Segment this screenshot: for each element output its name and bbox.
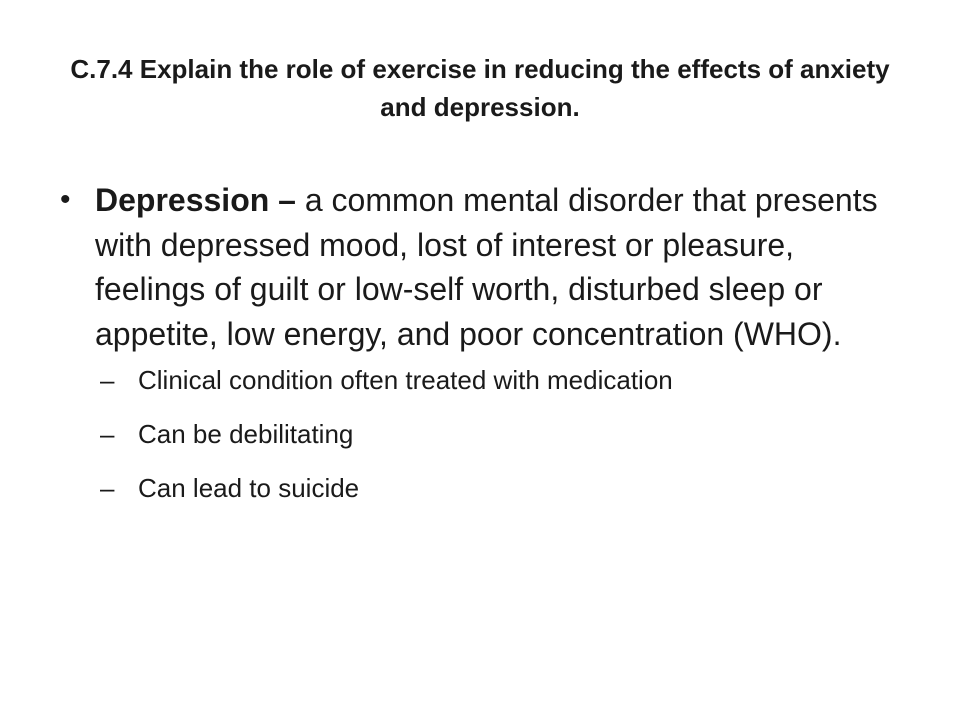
subitem-text: Can lead to suicide	[138, 473, 360, 504]
slide-title: C.7.4 Explain the role of exercise in reducing the effects of anxiety and depression.	[70, 54, 890, 122]
subitem-list	[60, 365, 900, 503]
subitem	[60, 419, 900, 449]
bullet-term: Depression –	[95, 182, 296, 218]
bullet-marker: •	[60, 183, 71, 216]
subitem-marker: –	[100, 419, 115, 450]
subitem	[60, 365, 900, 395]
subitem-marker: –	[100, 365, 115, 396]
subitem-marker: –	[100, 473, 115, 504]
subitem	[60, 473, 900, 503]
bullet-definition: a common mental disorder that presents with depressed mood, lost of interest or pleasure, feelings of guilt or low-self worth, disturbed sleep or appetite, low energy, and poor concentration (WHO).	[95, 182, 878, 352]
slide-content	[60, 178, 900, 527]
subitem-text: Clinical condition often treated with medication	[138, 365, 673, 396]
subitem-text: Can be debilitating	[138, 419, 354, 450]
bullet-depression	[60, 178, 900, 356]
